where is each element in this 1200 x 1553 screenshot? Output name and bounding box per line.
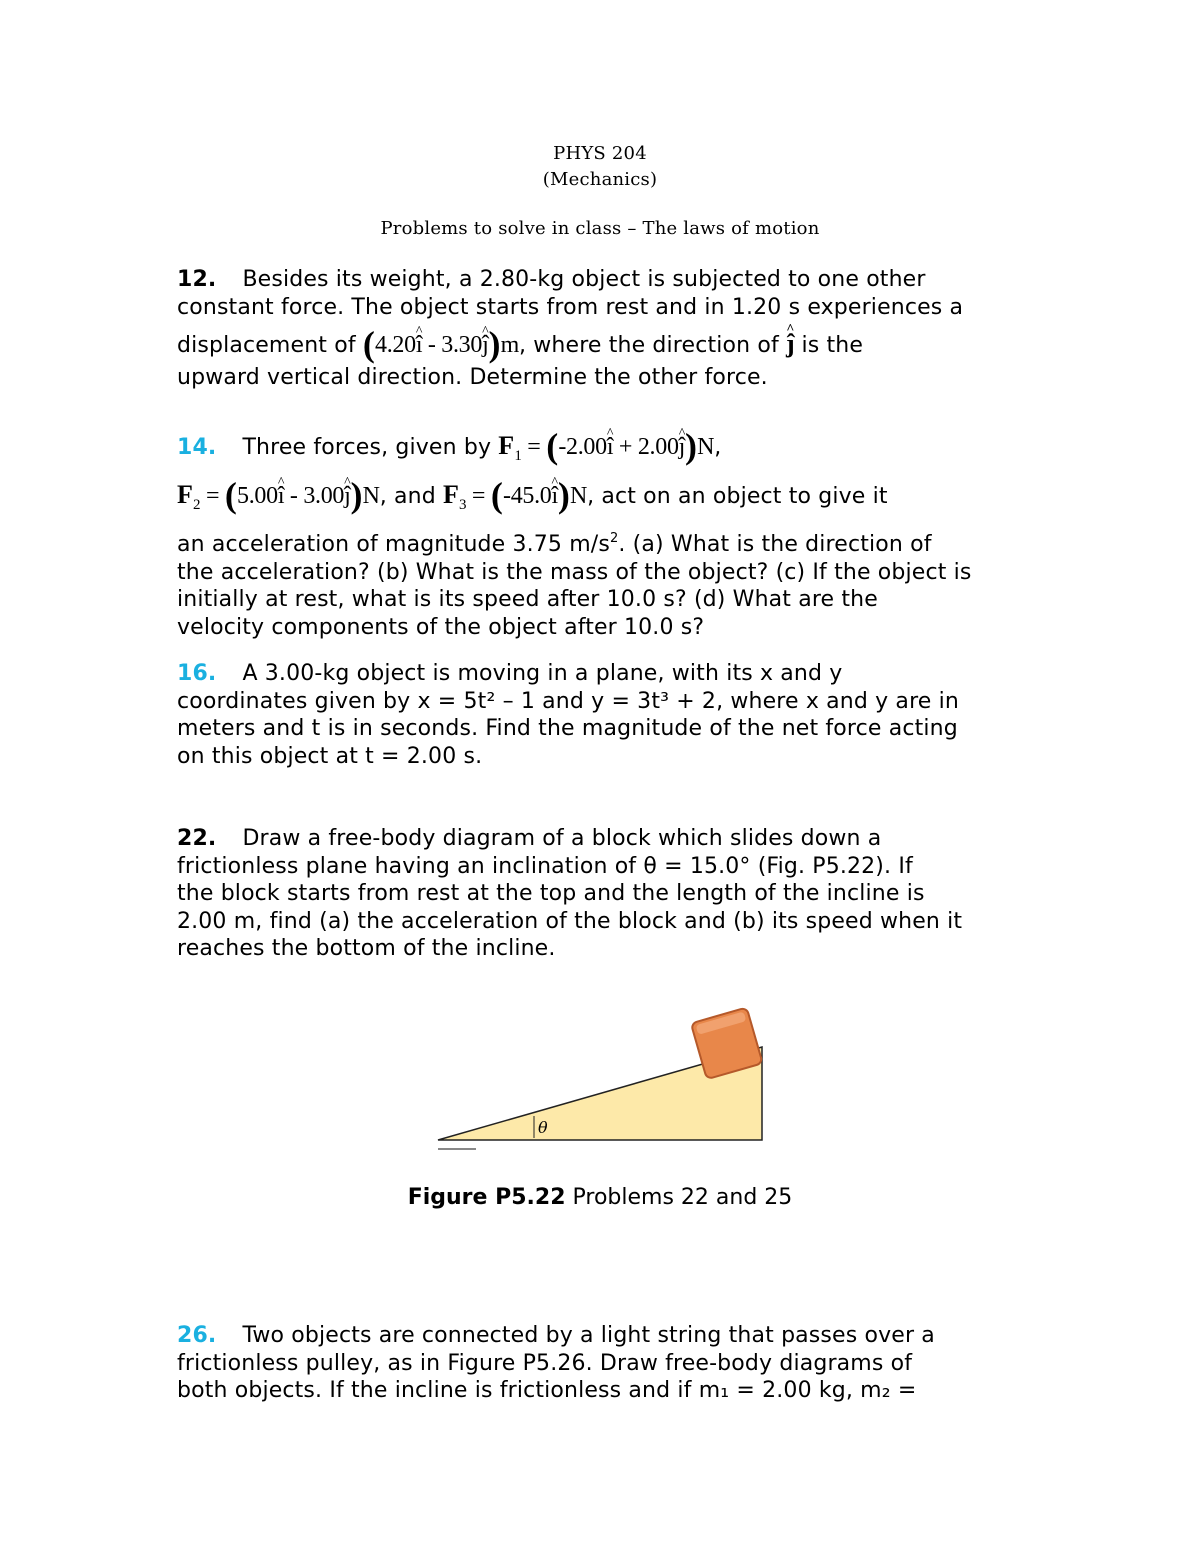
figure-caption <box>0 1185 1200 1210</box>
left-paren: ( <box>362 324 375 364</box>
caption-label: Figure P5.22 <box>407 1185 566 1210</box>
problem-text: , where the direction of <box>518 333 786 358</box>
unit-newtons: N <box>697 434 715 460</box>
problem-text: the block starts from rest at the top and the length of the incline is <box>177 881 925 906</box>
problem-text: velocity components of the object after 10.0 s? <box>177 614 705 640</box>
problem-text: . (a) What is the direction of <box>618 532 932 557</box>
unit-newtons: N <box>570 482 588 509</box>
unit-newtons: N <box>362 482 380 509</box>
problem-text: Two objects are connected by a light string that passes over a <box>242 1323 935 1348</box>
caption-text: Problems 22 and 25 <box>565 1185 793 1210</box>
problem-text: A 3.00-kg object is moving in a plane, with its x and y <box>242 661 843 686</box>
problem-text: Three forces, given by <box>242 435 499 460</box>
problem-text: both objects. If the incline is frictionless and if m₁ = 2.00 kg, m₂ = <box>177 1378 917 1403</box>
page-subtitle: Problems to solve in class – The laws of motion <box>380 218 820 239</box>
problem-text: frictionless pulley, as in Figure P5.26. Draw free-body diagrams of <box>177 1350 913 1376</box>
problem-text: upward vertical direction. Determine the other force. <box>177 364 768 390</box>
force-subscript: 2 <box>193 496 201 513</box>
right-paren: ) <box>488 324 501 364</box>
problem-16 <box>177 660 1037 770</box>
problem-text: , and <box>379 483 443 509</box>
i-unit-vector: ^ î <box>278 483 284 511</box>
unit-meters: m <box>500 332 519 358</box>
problem-22 <box>177 825 1037 963</box>
problem-text: 2.00 m, find (a) the acceleration of the block and (b) its speed when it <box>177 908 963 934</box>
course-subject: (Mechanics) <box>542 169 658 190</box>
displacement-i-value: 4.20 <box>375 332 416 358</box>
incline-diagram <box>436 1002 766 1154</box>
force-symbol: F <box>177 479 194 509</box>
problem-text: Draw a free-body diagram of a block which slides down a <box>242 826 882 851</box>
j-unit-vector: ^ ĵ <box>344 483 350 511</box>
theta-label: θ <box>538 1118 548 1137</box>
problem-number: 12. <box>177 267 217 292</box>
force1-i-value: -2.00 <box>558 434 607 460</box>
problem-text: frictionless plane having an inclination of θ = 15.0° (Fig. P5.22). If <box>177 853 913 879</box>
minus-sign: - <box>422 332 442 358</box>
force-subscript: 1 <box>514 448 522 464</box>
j-unit-vector: ^ ĵ <box>786 330 794 358</box>
problem-text: , act on an object to give it <box>587 483 888 509</box>
force-symbol: F <box>498 431 515 460</box>
problem-text: displacement of <box>177 333 363 358</box>
problem-text: constant force. The object starts from rest and in 1.20 s experiences a <box>177 294 964 320</box>
problem-number: 26. <box>177 1323 217 1348</box>
i-unit-vector: ^ î <box>607 434 613 462</box>
problem-number: 16. <box>177 661 217 686</box>
problem-text: meters and t is in seconds. Find the magnitude of the net force acting <box>177 716 958 741</box>
problem-text: the acceleration? (b) What is the mass of the object? (c) If the object is <box>177 559 972 585</box>
problem-26 <box>177 1322 1037 1405</box>
displacement-j-value: 3.30 <box>441 332 483 358</box>
problem-text: on this object at t = 2.00 s. <box>177 743 483 769</box>
problem-text: initially at rest, what is its speed after 10.0 s? (d) What are the <box>177 587 878 612</box>
problem-number: 22. <box>177 826 217 851</box>
force2-j-value: 3.00 <box>303 482 345 509</box>
problem-14: 14. Three forces, given by $F_1$ = (-2.00^ î + 2.00^ ĵ)N, $F_2$ = (5.00^ î - 3.00^ ĵ)N, and $F_3$ = (-45.0^ î)N, act on an object to give it an acceleration of magnitude 3.75 $m/s^2$. (a) What is the direction of the acceleration? (b) What is the mass of the object? (c) If the object is initially at rest, what is its speed after 10.0 s? (d) What are the velocity components of the object after 10.0 s? <box>177 432 1037 641</box>
problem-text: reaches the bottom of the incline. <box>177 936 556 961</box>
problem-text: is the <box>794 333 864 358</box>
force2-i-value: 5.00 <box>237 482 278 509</box>
i-unit-vector: ^ î <box>552 483 558 511</box>
course-title: PHYS 204 <box>553 143 647 164</box>
i-unit-vector: ^ î <box>416 332 422 360</box>
force-symbol: F <box>442 479 460 509</box>
force1-j-value: 2.00 <box>637 434 679 460</box>
problem-text: an acceleration of magnitude 3.75 m/s <box>177 532 610 557</box>
j-unit-vector: ^ ĵ <box>482 332 488 360</box>
force3-i-value: -45.0 <box>503 482 552 509</box>
problem-number: 14. <box>177 435 217 460</box>
incline-figure <box>436 1002 766 1154</box>
problem-text: coordinates given by x = 5t² – 1 and y = 3t³ + 2, where x and y are in <box>177 688 959 714</box>
problem-12 <box>177 266 1037 391</box>
force-subscript: 3 <box>459 496 467 513</box>
j-unit-vector: ^ ĵ <box>679 434 685 462</box>
problem-text: Besides its weight, a 2.80-kg object is subjected to one other <box>242 267 926 292</box>
